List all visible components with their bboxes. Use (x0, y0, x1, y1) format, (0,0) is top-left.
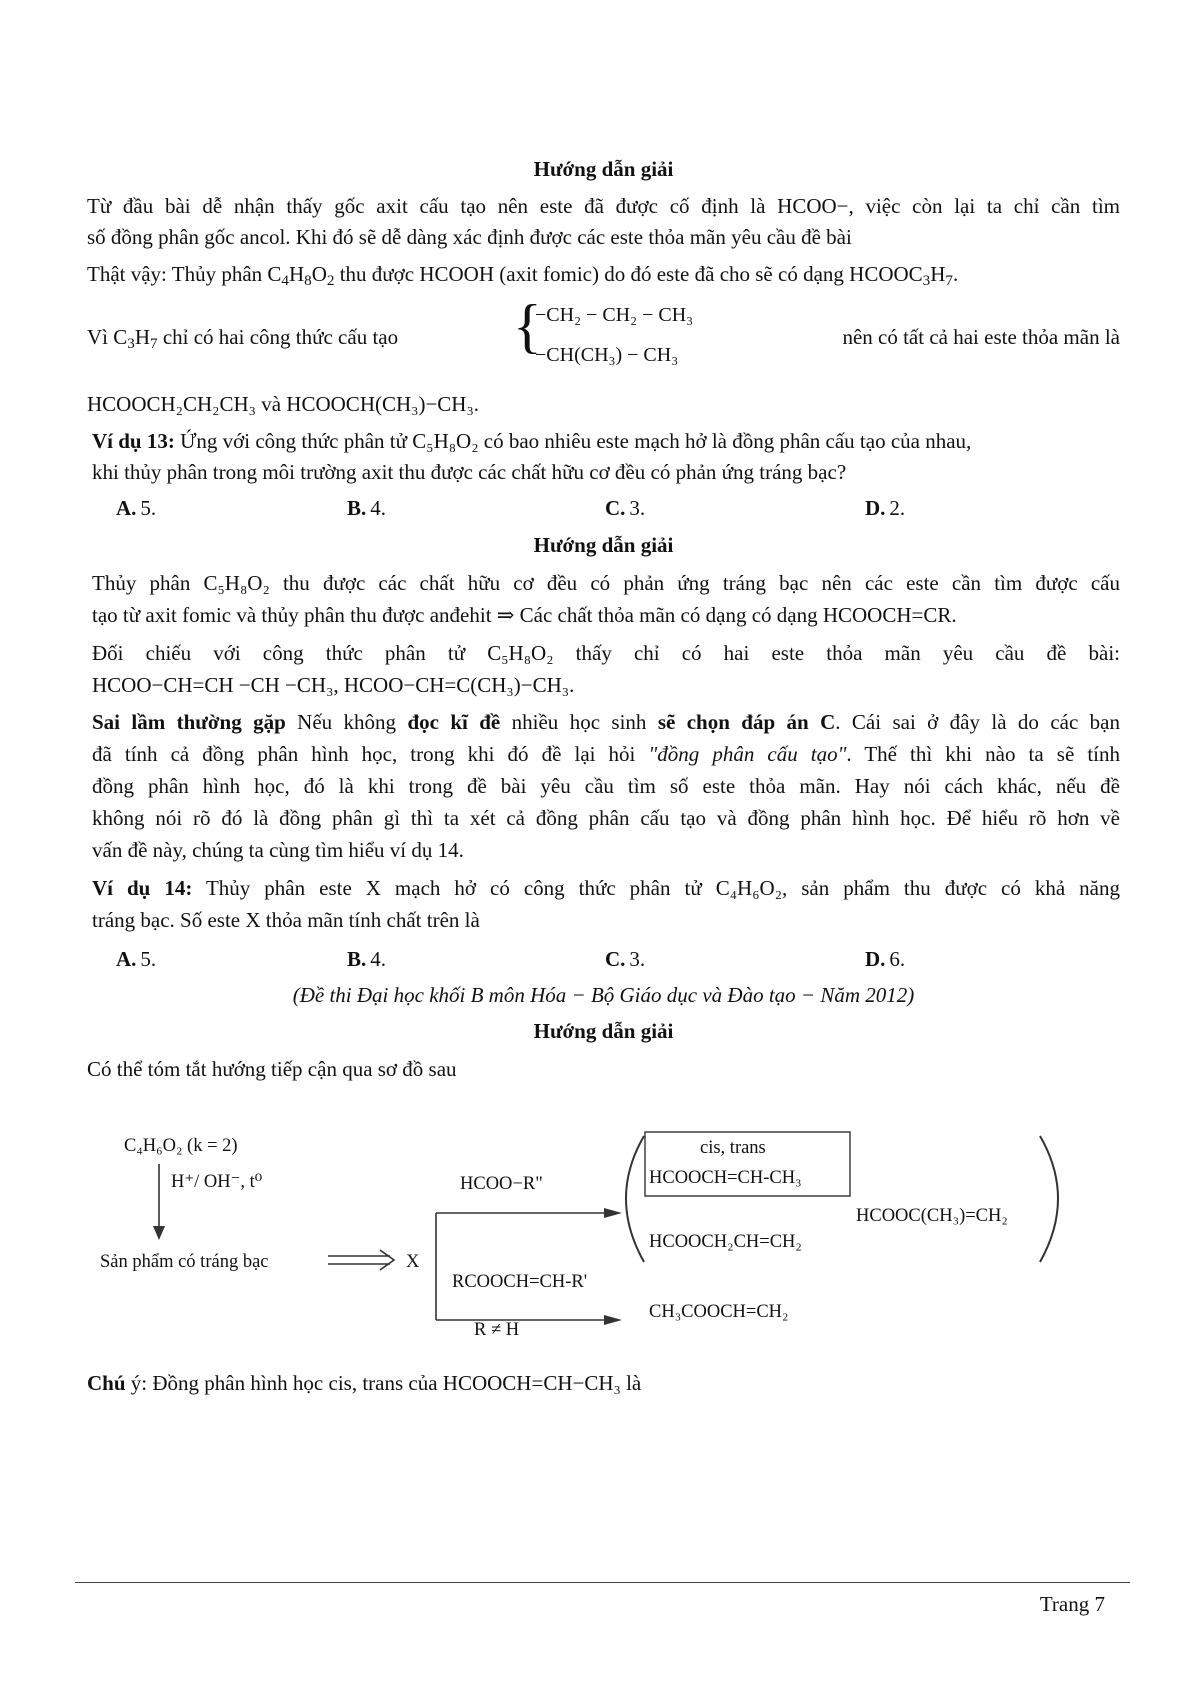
right-parenthesis (1040, 1136, 1058, 1262)
mistake-line-1: Sai lầm thường gặp Nếu không đọc kĩ đề nhiều học sinh sẽ chọn đáp án C. Cái sai ở đây là do các bạn (92, 710, 1120, 734)
footer-rule (75, 1582, 1130, 1583)
mistake-line-2: đã tính cả đồng phân hình học, trong khi đó đề lại hỏi "đồng phân cấu tạo". Thế thì khi nào ta sẽ tính (92, 742, 1120, 766)
paragraph-3-left: Vì $C_3H_7$ chỉ có hai công thức cấu tạo (87, 325, 399, 352)
down-arrowhead (153, 1226, 165, 1240)
example-14-option-d: D. 6. (865, 947, 906, 971)
diagram-item-vinyl-acetate: CH₃COOCH=CH₂ (649, 1302, 789, 1322)
solution-13-line-2: tạo từ axit fomic và thủy phân thu được anđehit ⇒ Các chất thỏa mãn có dạng có dạng HCOOCH=CR. (92, 603, 957, 627)
example-13-line-1: Ví dụ 13: Ứng với công thức phân tử C₅H₈O₂ có bao nhiêu este mạch hở là đồng phân cấu tạo của nhau, (92, 429, 972, 453)
diagram-box-title: cis, trans (700, 1138, 766, 1158)
formula-branch-top: −CH₂ − CH₂ − CH₃ (535, 304, 694, 326)
example-14-option-a: A. 5. (116, 947, 157, 971)
diagram-item-allyl: HCOOCH₂CH=CH₂ (649, 1232, 802, 1252)
example-13-line-2: khi thủy phân trong môi trường axit thu được các chất hữu cơ đều có phản ứng tráng bạc? (92, 460, 847, 484)
formula-branch-bottom: −CH(CH₃) − CH₃ (535, 344, 679, 366)
diagram-box-item: HCOOCH=CH-CH₃ (649, 1168, 802, 1188)
diagram-branch-hcoo: HCOO−R" (460, 1174, 543, 1194)
left-parenthesis (626, 1136, 644, 1262)
example-14-line-1: Ví dụ 14: Thủy phân este X mạch hở có công thức phân tử C₄H₆O₂, sản phẩm thu được có khả năng (92, 876, 1121, 900)
example-13-option-d: D. 2. (865, 496, 906, 520)
solution-13-line-3: Đối chiếu với công thức phân tử C₅H₈O₂ thấy chỉ có hai este thỏa mãn yêu cầu đề bài: (92, 641, 1120, 665)
paragraph-1-line-2: số đồng phân gốc ancol. Khi đó sẽ dễ dàng xác định được các este thỏa mãn yêu cầu đề bài (87, 225, 852, 249)
page-number: Trang 7 (1039, 1592, 1105, 1616)
solution-13-line-4: HCOO−CH=CH −CH −CH₃, HCOO−CH=C(CH₃)−CH₃. (92, 673, 575, 697)
example-13-option-a: A. 5. (116, 496, 157, 520)
diagram-x: X (406, 1252, 420, 1272)
paragraph-3-right: nên có tất cả hai este thỏa mãn là (842, 325, 1120, 349)
heading-solution-3: Hướng dẫn giải (533, 1019, 674, 1043)
note-line: Chú ý: Đồng phân hình học cis, trans của HCOOCH=CH−CH₃ là (87, 1371, 642, 1395)
solution-13-line-1: Thủy phân C₅H₈O₂ thu được các chất hữu cơ đều có phản ứng tráng bạc nên các este cần tìm được cấu (92, 571, 1120, 595)
diagram-item-isopropenyl: HCOOC(CH₃)=CH₂ (856, 1206, 1008, 1226)
heading-solution-1: Hướng dẫn giải (533, 157, 674, 181)
summary-text: Có thể tóm tắt hướng tiếp cận qua sơ đồ sau (87, 1057, 457, 1081)
diagram-start-formula: C₄H₆O₂ (k = 2) (124, 1136, 238, 1156)
example-14-option-c: C. 3. (605, 947, 646, 971)
mistake-line-5: vấn đề này, chúng ta cùng tìm hiểu ví dụ 14. (92, 838, 464, 862)
diagram-product: Sản phẩm có tráng bạc (100, 1252, 269, 1272)
paragraph-4: HCOOCH₂CH₂CH₃ và HCOOCH(CH₃)−CH₃. (87, 392, 480, 416)
example-14-line-2: tráng bạc. Số este X thỏa mãn tính chất trên là (92, 908, 480, 932)
example-14-option-b: B. 4. (347, 947, 387, 971)
exam-source: (Đề thi Đại học khối B môn Hóa − Bộ Giáo dục và Đào tạo − Năm 2012) (292, 983, 915, 1007)
branch-arrowhead-bottom (604, 1315, 622, 1325)
heading-solution-2: Hướng dẫn giải (533, 533, 674, 557)
example-13-option-b: B. 4. (347, 496, 387, 520)
paragraph-1-line-1: Từ đầu bài dễ nhận thấy gốc axit cấu tạo nên este đã được cố định là HCOO−, việc còn lại ta chỉ cần tìm (87, 194, 1120, 218)
example-13-option-c: C. 3. (605, 496, 646, 520)
diagram-branch-rcooch: RCOOCH=CH-R' (452, 1272, 588, 1292)
branch-arrowhead-top (604, 1208, 622, 1218)
diagram-branch-condition: R ≠ H (474, 1320, 520, 1340)
cis-trans-box (645, 1132, 850, 1196)
curly-brace-icon: { (513, 293, 542, 359)
implies-arrowhead (380, 1250, 394, 1270)
mistake-line-3: đồng phân hình học, đó là khi trong đề bài yêu cầu tìm số este thỏa mãn. Hay nói cách khác, nếu đề (92, 774, 1120, 798)
paragraph-2: Thật vậy: Thủy phân $C_4H_8O_2$ thu được HCOOH (axit fomic) do đó este đã cho sẽ có dạng $HCOOC_3H_7$. (87, 262, 959, 289)
diagram-condition: H⁺/ OH⁻, t⁰ (171, 1172, 263, 1192)
mistake-line-4: không nói rõ đó là đồng phân gì thì ta xét cả đồng phân cấu tạo và đồng phân hình học. Để hiểu rõ hơn về (92, 806, 1120, 830)
